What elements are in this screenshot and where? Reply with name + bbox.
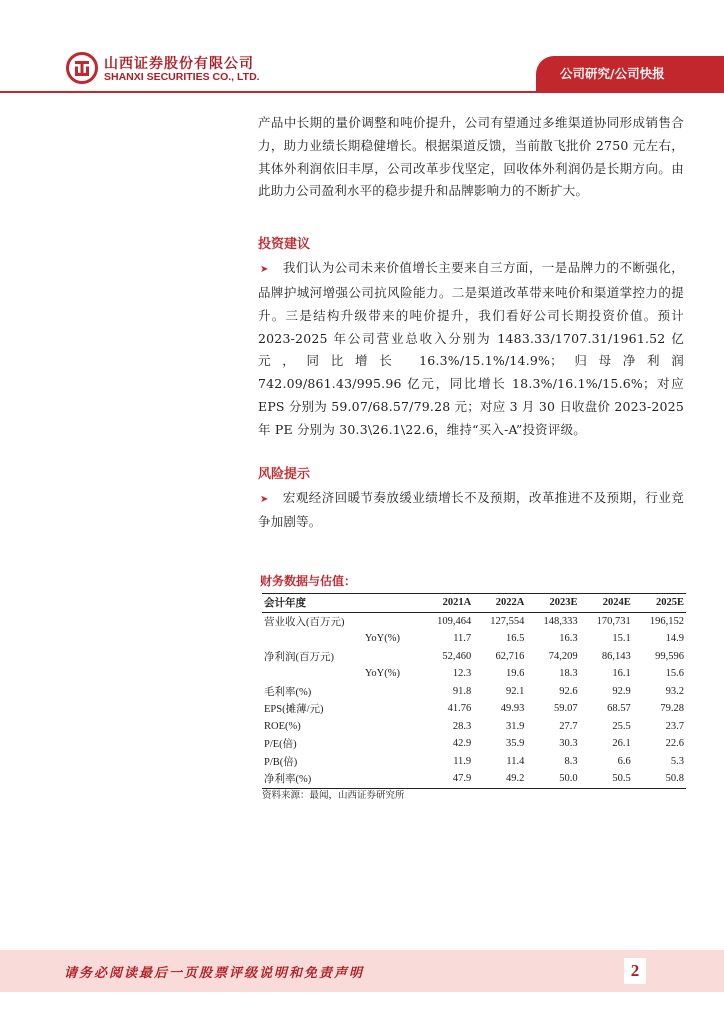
investment-advice-text: 我们认为公司未来价值增长主要来自三方面，一是品牌力的不断强化，品牌护城河增强公司抗风险能力。二是渠道改革带来吨价和渠道掌控力的提升。三是结构升级带来的吨价提升，我们看好公司长期投资价值。预计 2023-2025 年公司营业总收入分别为 1483.33/1707.31/1961.52 亿元，同比增长 16.3%/15.1%/14.9%；归母净利润 742.09/861.43/995.96 亿元，同比增长 18.3%/16.1%/15.6%；对应 EPS 分别为 59.07/68.57/79.28 元；对应 3 月 30 日收盘价 2023-2025 年 PE 分别为 30.3\26.1\22.6，维持“买入-A”投资评级。 xyxy=(258,260,684,437)
table-cell: 92.1 xyxy=(506,685,525,697)
bullet-arrow-icon: ➤ xyxy=(260,264,269,276)
risk-warning-title: 风险提示 xyxy=(258,466,311,482)
table-cell: 74,209 xyxy=(548,650,578,662)
row-label: 净利率(%) xyxy=(262,770,420,788)
table-cell: 27.7 xyxy=(559,720,578,732)
table-cell: 25.5 xyxy=(612,720,631,732)
table-cell: 6.6 xyxy=(617,755,631,767)
table-cell: 31.9 xyxy=(506,720,525,732)
header-cell: 2025E xyxy=(633,594,686,613)
table-cell: 196,152 xyxy=(649,615,684,627)
table-cell: 68.57 xyxy=(607,703,631,715)
table-cell: 62,716 xyxy=(495,650,525,662)
data-source-note: 资料来源：最闻，山西证券研究所 xyxy=(262,790,405,801)
investment-advice-item xyxy=(258,257,684,441)
table-cell: 28.3 xyxy=(452,720,472,732)
table-row xyxy=(262,630,686,648)
table-cell: 14.9 xyxy=(665,633,684,645)
table-cell: 15.6 xyxy=(665,668,684,680)
table-row xyxy=(262,683,686,701)
table-cell: 35.9 xyxy=(506,738,525,750)
table-cell: 50.8 xyxy=(633,770,686,788)
table-cell: 170,731 xyxy=(596,615,631,627)
table-cell: 11.4 xyxy=(506,755,525,767)
table-cell: 11.9 xyxy=(453,755,472,767)
row-label: 毛利率(%) xyxy=(264,686,312,698)
table-cell: 49.2 xyxy=(473,770,526,788)
bullet-arrow-icon: ➤ xyxy=(260,493,269,505)
header-cell: 2024E xyxy=(580,594,633,613)
table-cell: 52,460 xyxy=(442,650,472,662)
page-header xyxy=(0,0,724,96)
row-label: 营业收入(百万元) xyxy=(264,616,345,628)
header-cell: 2021A xyxy=(420,594,473,613)
table-cell: 12.3 xyxy=(452,668,472,680)
row-label: P/B(倍) xyxy=(264,756,298,768)
table-cell: 99,596 xyxy=(655,650,684,662)
table-row xyxy=(262,735,686,753)
risk-warning-item xyxy=(258,487,684,535)
row-label: EPS(摊薄/元) xyxy=(264,704,324,716)
table-cell: 92.9 xyxy=(612,685,631,697)
company-name-cn: 山西证券股份有限公司 xyxy=(104,56,254,72)
table-cell: 18.3 xyxy=(559,668,578,680)
table-row xyxy=(262,665,686,683)
table-cell: 127,554 xyxy=(490,615,525,627)
table-cell: 49.93 xyxy=(500,703,525,715)
header-cell: 会计年度 xyxy=(262,594,420,613)
table-cell: 30.3 xyxy=(559,738,578,750)
table-cell: 23.7 xyxy=(665,720,684,732)
table-cell: 15.1 xyxy=(612,633,631,645)
table-cell: 148,333 xyxy=(543,615,578,627)
financial-table-title: 财务数据与估值： xyxy=(260,574,357,588)
table-cell: 93.2 xyxy=(665,685,684,697)
table-cell: 109,464 xyxy=(437,615,472,627)
financial-data-table xyxy=(262,593,686,789)
investment-advice-title: 投资建议 xyxy=(258,237,311,253)
row-label: YoY(%) xyxy=(364,668,400,680)
table-cell: 50.5 xyxy=(580,770,633,788)
table-cell: 47.9 xyxy=(420,770,473,788)
disclaimer-text: 请务必阅读最后一页股票评级说明和免责声明 xyxy=(64,966,365,981)
row-label: 净利润(百万元) xyxy=(264,651,334,663)
table-row xyxy=(262,648,686,666)
table-cell: 91.8 xyxy=(452,685,472,697)
report-category-tab: 公司研究/公司快报 xyxy=(536,56,724,92)
table-cell: 16.5 xyxy=(506,633,525,645)
risk-warning-text: 宏观经济回暖节奏放缓业绩增长不及预期，改革推进不及预期，行业竞争加剧等。 xyxy=(258,489,684,530)
table-cell: 86,143 xyxy=(601,650,631,662)
row-label: ROE(%) xyxy=(264,720,301,732)
header-divider xyxy=(0,91,724,93)
row-label: YoY(%) xyxy=(364,633,400,645)
table-cell: 8.3 xyxy=(564,755,578,767)
table-cell: 79.28 xyxy=(660,703,684,715)
header-cell: 2023E xyxy=(526,594,579,613)
row-label: P/E(倍) xyxy=(264,739,297,751)
page-footer xyxy=(0,950,724,992)
table-cell: 26.1 xyxy=(612,738,631,750)
table-row xyxy=(262,753,686,771)
table-cell: 50.0 xyxy=(526,770,579,788)
header-cell: 2022A xyxy=(473,594,526,613)
intro-paragraph: 产品中长期的量价调整和吨价提升，公司有望通过多维渠道协同形成销售合力，助力业绩长期稳健增长。根据渠道反馈，当前散飞批价 2750 元左右，其体外利润依旧丰厚，公司改革步伐坚定，回收体外利润仍是长期方向。由此助力公司盈利水平的稳步提升和品牌影响力的不断扩大。 xyxy=(258,115,684,199)
table-cell: 16.1 xyxy=(612,668,631,680)
table-row xyxy=(262,770,686,788)
table-cell: 59.07 xyxy=(553,703,578,715)
table-cell: 19.6 xyxy=(506,668,525,680)
company-name-en: SHANXI SECURITIES CO., LTD. xyxy=(104,71,260,83)
page-number: 2 xyxy=(624,958,646,984)
table-cell: 42.9 xyxy=(452,738,472,750)
table-cell: 22.6 xyxy=(665,738,684,750)
table-row xyxy=(262,700,686,718)
company-logo-icon xyxy=(66,52,98,84)
table-cell: 41.76 xyxy=(447,703,472,715)
table-cell: 11.7 xyxy=(453,633,472,645)
table-row xyxy=(262,718,686,736)
table-header-row xyxy=(262,594,686,613)
table-row xyxy=(262,612,686,630)
table-cell: 16.3 xyxy=(559,633,578,645)
main-content xyxy=(258,112,684,534)
table-cell: 5.3 xyxy=(670,755,684,767)
table-cell: 92.6 xyxy=(559,685,578,697)
